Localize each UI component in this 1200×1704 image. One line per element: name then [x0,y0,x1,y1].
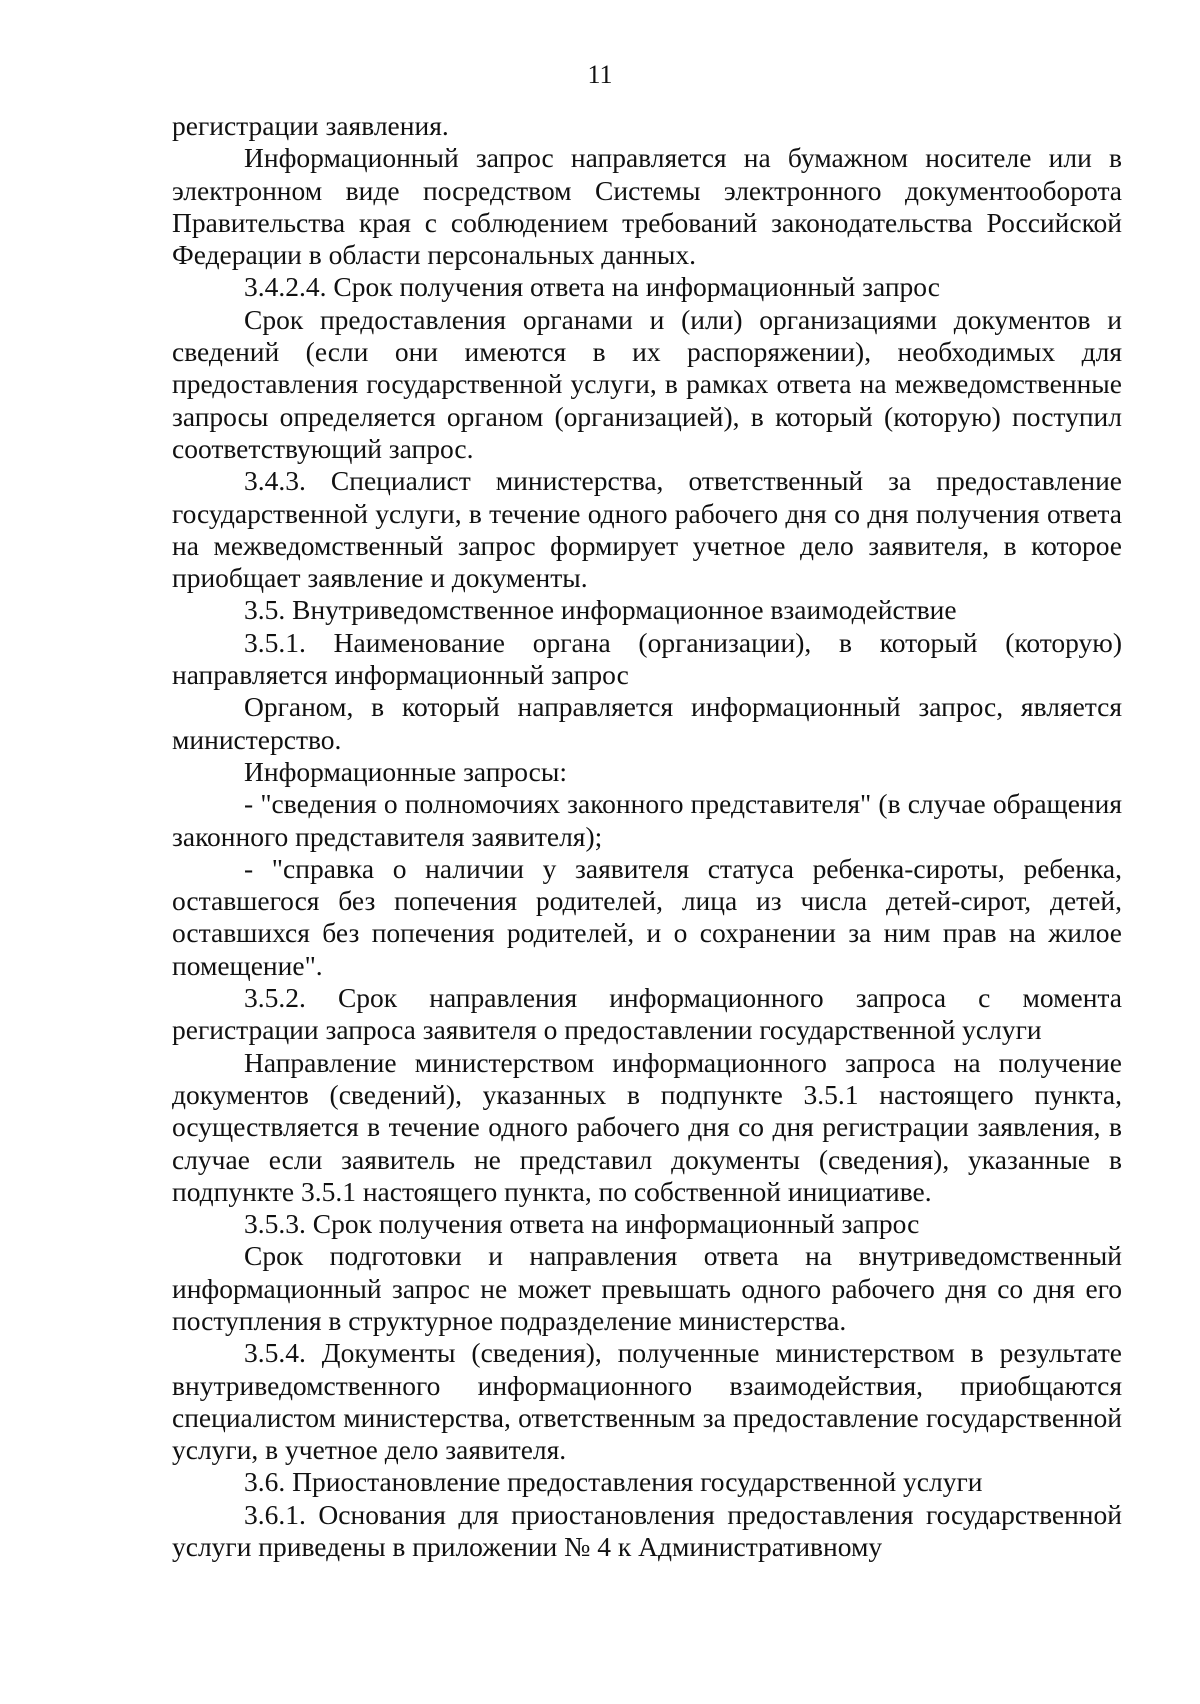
paragraph: Информационные запросы: [244,755,568,787]
section-heading: 3.5.3. Срок получения ответа на информационный запрос [244,1208,920,1240]
list-item: - "сведения о полномочиях законного представителя" (в случае обращения законного представителя заявителя); [172,788,1122,852]
paragraph: Органом, в который направляется информационный запрос, является министерство. [172,691,1122,755]
paragraph: 3.5.4. Документы (сведения), полученные министерством в результате внутриведомственного информационного взаимодействия, приобщаются специалистом министерства, ответственным за предоставление государственной услуги, в учетное дело заявителя. [172,1337,1122,1466]
section-heading: 3.4.2.4. Срок получения ответа на информационный запрос [244,271,940,303]
paragraph: 3.4.3. Специалист министерства, ответственный за предоставление государственной услуги, в течение одного рабочего дня со дня получения ответа на межведомственный запрос формирует учетное дело заявителя, в которое приобщает заявление и документы. [172,465,1122,594]
section-heading: 3.5. Внутриведомственное информационное взаимодействие [244,594,957,626]
paragraph: Срок подготовки и направления ответа на внутриведомственный информационный запрос не может превышать одного рабочего дня со дня его поступления в структурное подразделение министерства. [172,1240,1122,1336]
section-heading: 3.5.1. Наименование органа (организации), в который (которую) направляется информационный запрос [172,626,1122,691]
paragraph: Информационный запрос направляется на бумажном носителе или в электронном виде посредством Системы электронного документооборота Правительства края с соблюдением требований законодательства Российской Федерации в области персональных данных. [172,142,1122,271]
paragraph: регистрации заявления. [172,110,449,141]
paragraph: Срок предоставления органами и (или) организациями документов и сведений (если они имеются в их распоряжении), необходимых для предоставления государственной услуги, в рамках ответа на межведомственные запросы определяется органом (организацией), в который (которую) поступил соответствующий запрос. [172,303,1122,464]
paragraph: Направление министерством информационного запроса на получение документов (сведений), указанных в подпункте 3.5.1 настоящего пункта, осуществляется в течение одного рабочего дня со дня регистрации заявления, в случае если заявитель не представил документы (сведения), указанные в подпункте 3.5.1 настоящего пункта, по собственной инициативе. [172,1046,1122,1207]
page-number: 11 [587,60,613,89]
section-heading: 3.5.2. Срок направления информационного запроса с момента регистрации запроса заявителя о предоставлении государственной услуги [172,982,1122,1046]
section-heading: 3.6. Приостановление предоставления государственной услуги [244,1466,983,1498]
list-item: - "справка о наличии у заявителя статуса ребенка-сироты, ребенка, оставшегося без попечения родителей, лица из числа детей-сирот, детей, оставшихся без попечения родителей, и о сохранении за ним прав на жилое помещение". [172,852,1122,981]
paragraph: 3.6.1. Основания для приостановления предоставления государственной услуги приведены в приложении № 4 к Административному [172,1498,1122,1563]
document-body [172,110,1122,1563]
